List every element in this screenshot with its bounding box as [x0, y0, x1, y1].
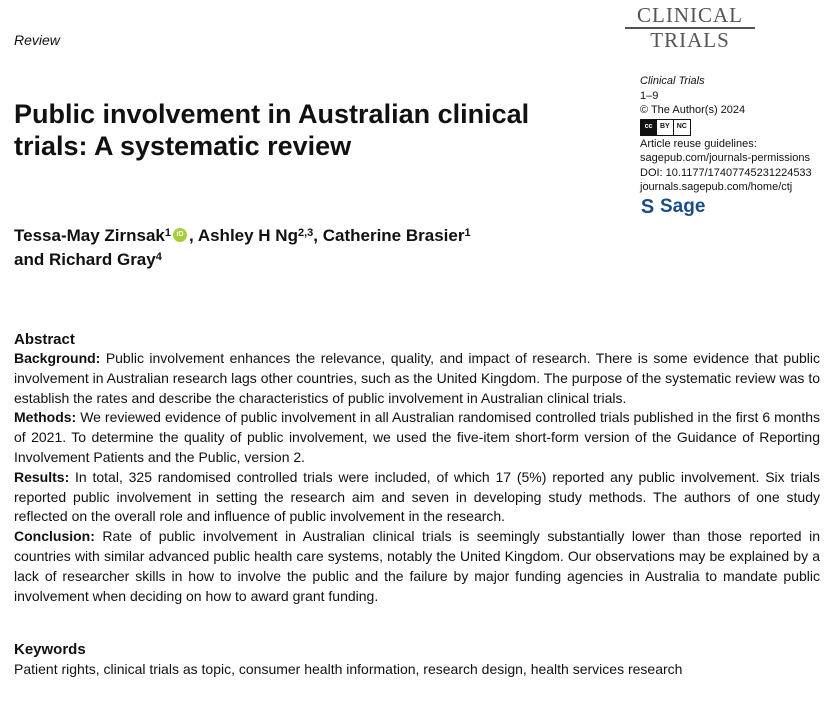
abstract-conclusion — [14, 527, 820, 606]
author-affiliation: 4 — [155, 251, 162, 263]
journal-masthead-logo — [625, 4, 755, 51]
results-label: Results: — [14, 468, 70, 485]
abstract-heading: Abstract — [14, 331, 75, 348]
journal-name: Clinical Trials — [640, 75, 705, 87]
methods-label: Methods: — [14, 409, 77, 426]
abstract-methods — [14, 408, 820, 467]
keywords-section — [14, 640, 820, 679]
results-text: In total, 325 randomised controlled trials were included, of which 17 (5%) reported any public involvement. Six trials reported public involvement in setting the research aim and seven in developing study methods. The authors of one study reflected on the overall role and influence of public involvement in the research. — [14, 468, 821, 525]
methods-text: We reviewed evidence of public involvement in all Australian randomised controlled trials published in the first 6 months of 2021. To determine the quality of public involvement, we used the five-item short-form version of the Guidance of Reporting Involvement Patients and the Public, version 2. — [14, 409, 820, 465]
author-separator: , — [189, 226, 198, 245]
article-title: Public involvement in Australian clinical trials: A systematic review — [14, 99, 530, 161]
abstract — [14, 330, 820, 606]
page-range: 1–9 — [640, 89, 659, 102]
abstract-results — [14, 468, 820, 527]
doi-link[interactable]: DOI: 10.1177/17407745231224533 — [640, 166, 812, 179]
section-label: Review — [14, 32, 60, 48]
author-name: Catherine Brasier — [322, 226, 465, 245]
orcid-icon[interactable]: iD — [173, 228, 187, 242]
cc-nc-icon: NC — [673, 120, 690, 135]
journal-home-link[interactable]: journals.sagepub.com/home/ctj — [640, 181, 793, 193]
author-affiliation: 1 — [164, 227, 171, 239]
author-affiliation: 1 — [464, 227, 471, 239]
background-text: Public involvement enhances the relevance, quality, and impact of research. There is some evidence that public involvement in Australian research lags other countries, such as the United Kingdom. The purpose of the systematic review was to establish the rates and describe the characteristics of public involvement in Australian clinical trials. — [14, 350, 820, 406]
cc-license-badge[interactable] — [640, 119, 691, 136]
author-separator: , — [313, 226, 323, 245]
background-label: Background: — [14, 350, 101, 366]
keywords-heading: Keywords — [14, 641, 86, 658]
reuse-link[interactable]: sagepub.com/journals-permissions — [640, 152, 810, 164]
author-separator: and — [14, 250, 49, 269]
masthead-line-1: CLINICAL — [625, 4, 755, 29]
masthead-line-2: TRIALS — [650, 28, 730, 52]
cc-icon: cc — [641, 120, 656, 135]
copyright: © The Author(s) 2024 — [640, 104, 746, 116]
publisher-logo — [640, 195, 830, 218]
abstract-background — [14, 349, 820, 408]
author-affiliation: 2,3 — [297, 227, 314, 239]
reuse-label: Article reuse guidelines: — [640, 137, 757, 150]
author-name: Richard Gray — [48, 250, 156, 269]
author-name: Tessa-May Zirnsak — [14, 226, 165, 245]
article-info-sidebar — [640, 74, 830, 217]
publisher-name: Sage — [660, 195, 706, 217]
sage-s-icon: S — [640, 195, 655, 218]
conclusion-text: Rate of public involvement in Australian clinical trials is seemingly substantially lower than those reported in countries with similar advanced public health care systems, notably the United Kingdom. Our observations may be explained by a lack of researcher skills in how to involve the public and the failure by major funding agencies in Australia to mandate public involvement when deciding on how to award grant funding. — [14, 528, 820, 604]
author-name: Ashley H Ng — [197, 226, 298, 245]
author-list — [14, 224, 614, 272]
cc-by-icon: BY — [656, 120, 673, 135]
conclusion-label: Conclusion: — [14, 528, 95, 545]
keywords-text: Patient rights, clinical trials as topic, consumer health information, research design, health services research — [14, 661, 683, 677]
